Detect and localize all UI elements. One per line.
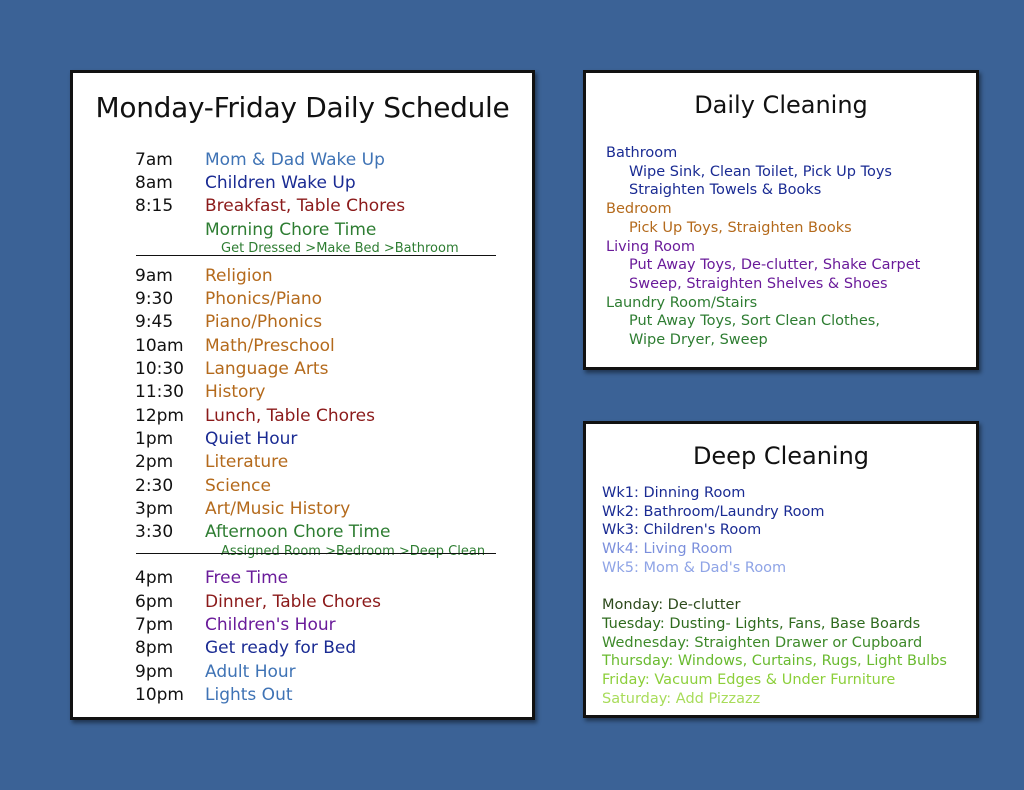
schedule-list <box>135 148 486 707</box>
divider-morning <box>136 255 496 256</box>
schedule-row <box>135 171 435 194</box>
schedule-row <box>135 287 435 310</box>
schedule-time: 4pm <box>135 568 174 589</box>
daily-task-item: Tuesday: Dusting- Lights, Fans, Base Boards <box>602 615 921 632</box>
schedule-row <box>135 520 435 543</box>
daily-task-item: Saturday: Add Pizzazz <box>602 690 761 707</box>
schedule-time: 10pm <box>135 684 184 705</box>
schedule-time: 8am <box>135 172 173 193</box>
schedule-activity: Language Arts <box>205 359 329 380</box>
schedule-row <box>135 334 435 357</box>
cleaning-item: Put Away Toys, Sort Clean Clothes, <box>629 313 880 330</box>
schedule-row <box>135 590 435 613</box>
schedule-activity: Science <box>205 475 271 496</box>
schedule-activity: Dinner, Table Chores <box>205 591 381 612</box>
schedule-activity: Literature <box>205 452 289 473</box>
schedule-row <box>135 264 435 287</box>
schedule-row <box>135 683 435 706</box>
afternoon-chore-steps: Assigned Room >Bedroom >Deep Clean <box>221 543 486 559</box>
schedule-row <box>135 311 435 334</box>
cleaning-item: Put Away Toys, De-clutter, Shake Carpet <box>629 257 921 274</box>
daily-task-item: Thursday: Windows, Curtains, Rugs, Light Bulbs <box>602 653 947 670</box>
schedule-time: 7am <box>135 149 173 170</box>
schedule-row <box>135 474 435 497</box>
schedule-activity: Phonics/Piano <box>205 289 323 310</box>
schedule-activity: Art/Music History <box>205 498 351 519</box>
schedule-activity: Adult Hour <box>205 661 296 682</box>
schedule-title: Monday-Friday Daily Schedule <box>95 91 510 124</box>
schedule-activity: Free Time <box>205 568 289 589</box>
deep-cleaning-list <box>602 484 947 708</box>
schedule-row <box>135 567 435 590</box>
schedule-time: 9pm <box>135 661 174 682</box>
weekly-room-item: Wk4: Living Room <box>602 541 733 558</box>
cleaning-item: Laundry Room/Stairs <box>606 294 758 311</box>
schedule-row <box>135 427 435 450</box>
schedule-activity: Quiet Hour <box>205 428 298 449</box>
schedule-activity: Religion <box>205 265 273 286</box>
schedule-activity: Get ready for Bed <box>205 638 357 659</box>
schedule-time: 8:15 <box>135 196 174 217</box>
schedule-activity: Lunch, Table Chores <box>205 405 375 426</box>
schedule-activity: Math/Preschool <box>205 335 335 356</box>
schedule-time: 3:30 <box>135 522 174 543</box>
cleaning-item: Bedroom <box>606 201 672 218</box>
schedule-row <box>135 195 435 218</box>
divider-afternoon <box>136 553 496 554</box>
weekly-room-item: Wk3: Children's Room <box>602 522 762 539</box>
deep-cleaning-title: Deep Cleaning <box>692 442 870 470</box>
weekly-room-item: Wk1: Dinning Room <box>602 485 746 501</box>
schedule-activity: Afternoon Chore Time <box>205 522 391 543</box>
schedule-time: 10:30 <box>135 359 184 380</box>
schedule-time: 6pm <box>135 591 174 612</box>
schedule-row <box>135 613 435 636</box>
schedule-time: 1pm <box>135 428 174 449</box>
schedule-time: 9:45 <box>135 312 174 333</box>
cleaning-item: Living Room <box>606 238 696 255</box>
schedule-time: 7pm <box>135 614 174 635</box>
schedule-activity: Lights Out <box>205 684 293 705</box>
schedule-time: 9:30 <box>135 289 174 310</box>
schedule-time: 11:30 <box>135 382 184 403</box>
schedule-row <box>135 637 435 660</box>
daily-task-item: Friday: Vacuum Edges & Under Furniture <box>602 672 896 689</box>
deep-cleaning-panel <box>583 421 979 718</box>
cleaning-item: Wipe Sink, Clean Toilet, Pick Up Toys <box>629 163 892 180</box>
schedule-time: 2:30 <box>135 475 174 496</box>
cleaning-item: Bathroom <box>606 145 678 161</box>
schedule-row <box>135 497 435 520</box>
schedule-activity: Morning Chore Time <box>205 219 377 240</box>
schedule-row <box>135 381 435 404</box>
daily-cleaning-panel <box>583 70 979 370</box>
schedule-row <box>135 148 435 171</box>
cleaning-item: Sweep, Straighten Shelves & Shoes <box>629 275 888 292</box>
daily-schedule-panel <box>70 70 535 720</box>
schedule-time: 8pm <box>135 638 174 659</box>
schedule-activity: Mom & Dad Wake Up <box>205 149 385 170</box>
schedule-time: 3pm <box>135 498 174 519</box>
daily-task-item: Wednesday: Straighten Drawer or Cupboard <box>602 634 923 651</box>
schedule-time: 9am <box>135 265 173 286</box>
weekly-room-item: Wk5: Mom & Dad's Room <box>602 559 787 576</box>
schedule-time: 12pm <box>135 405 184 426</box>
schedule-activity: History <box>205 382 266 403</box>
schedule-row <box>135 451 435 474</box>
schedule-activity: Children's Hour <box>205 614 336 635</box>
schedule-row <box>135 660 435 683</box>
schedule-row <box>135 357 435 380</box>
schedule-activity: Breakfast, Table Chores <box>205 196 406 217</box>
cleaning-item: Straighten Towels & Books <box>629 182 822 199</box>
daily-cleaning-list <box>606 144 920 350</box>
schedule-time: 2pm <box>135 452 174 473</box>
cleaning-item: Pick Up Toys, Straighten Books <box>629 219 852 236</box>
schedule-row <box>135 404 435 427</box>
weekly-room-item: Wk2: Bathroom/Laundry Room <box>602 503 825 520</box>
schedule-activity: Piano/Phonics <box>205 312 323 333</box>
cleaning-item: Wipe Dryer, Sweep <box>629 332 768 349</box>
daily-task-item: Monday: De-clutter <box>602 597 741 614</box>
schedule-time: 10am <box>135 335 184 356</box>
schedule-row <box>135 218 435 241</box>
schedule-activity: Children Wake Up <box>205 172 356 193</box>
daily-cleaning-title: Daily Cleaning <box>694 91 868 119</box>
morning-chore-steps: Get Dressed >Make Bed >Bathroom <box>221 241 459 257</box>
